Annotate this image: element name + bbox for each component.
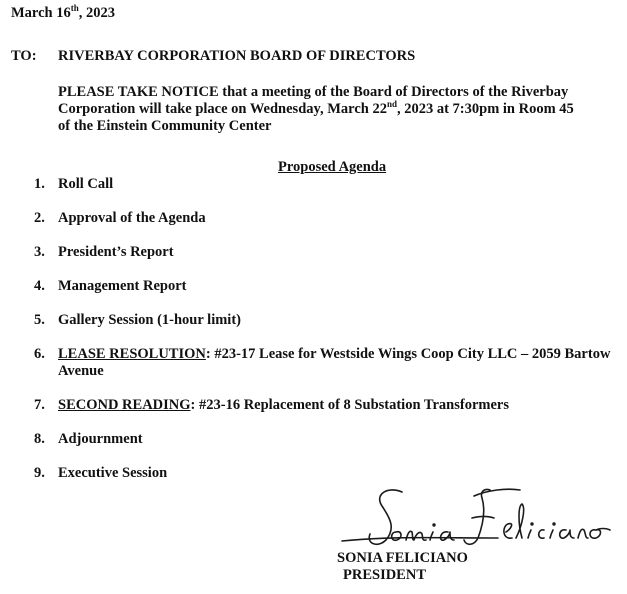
- signatory-title: PRESIDENT: [343, 567, 426, 583]
- second-reading-label: SECOND READING: [58, 397, 191, 413]
- agenda-item-number: 5.: [34, 312, 45, 328]
- agenda-item-number: 9.: [34, 465, 45, 481]
- agenda-item-number: 4.: [34, 278, 45, 294]
- agenda-item-number: 7.: [34, 397, 45, 413]
- agenda-title: Proposed Agenda: [278, 159, 387, 175]
- notice-date-ordinal: nd: [386, 99, 397, 109]
- agenda-item-number: 6.: [34, 346, 45, 362]
- agenda-item-text: [58, 346, 618, 380]
- notice-line-1: PLEASE TAKE NOTICE that a meeting of the Board of Directors of the Riverbay: [58, 84, 569, 100]
- signatory-name: SONIA FELICIANO: [337, 550, 468, 566]
- to-recipient: RIVERBAY CORPORATION BOARD OF DIRECTORS: [58, 48, 416, 64]
- agenda-item-text: Executive Session: [58, 465, 168, 481]
- agenda-item-text: [58, 397, 618, 414]
- agenda-item-text: Approval of the Agenda: [58, 210, 206, 226]
- agenda-item-text: Adjournment: [58, 431, 143, 447]
- date-year: , 2023: [78, 5, 116, 21]
- second-reading-text: : #23-16 Replacement of 8 Substation Transformers: [190, 397, 509, 413]
- date-ordinal: th: [70, 3, 79, 13]
- lease-resolution-text: : #23-17 Lease for Westside Wings Coop City LLC – 2059 Bartow Avenue: [58, 346, 611, 379]
- to-label: TO:: [11, 48, 37, 64]
- agenda-item-number: 2.: [34, 210, 45, 226]
- notice-line-2-a: Corporation will take place on Wednesday, March 22: [58, 101, 387, 117]
- agenda-item-number: 3.: [34, 244, 45, 260]
- notice-line-2-b: , 2023 at 7:30pm in Room 45: [396, 101, 574, 117]
- agenda-item-text: Gallery Session (1-hour limit): [58, 312, 241, 328]
- lease-resolution-label: LEASE RESOLUTION: [58, 346, 206, 362]
- memo-date: [11, 5, 115, 22]
- notice-line-2: [58, 101, 618, 118]
- agenda-item-text: Management Report: [58, 278, 187, 294]
- agenda-item-text: Roll Call: [58, 176, 114, 192]
- notice-line-3: of the Einstein Community Center: [58, 118, 272, 134]
- agenda-item-number: 1.: [34, 176, 45, 192]
- handwritten-signature: [330, 478, 615, 560]
- agenda-item-text: President’s Report: [58, 244, 174, 260]
- agenda-item-number: 8.: [34, 431, 45, 447]
- date-text: March 16: [11, 5, 71, 21]
- meeting-notice: [58, 84, 618, 135]
